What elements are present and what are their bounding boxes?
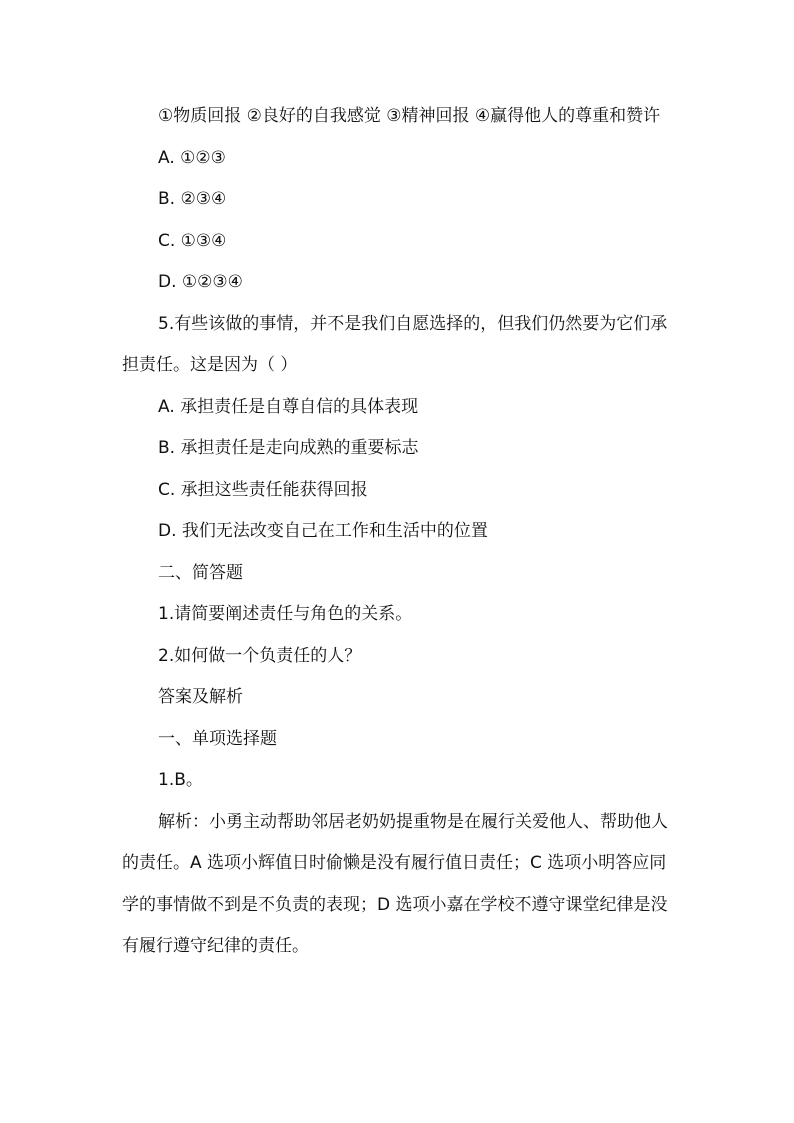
answers-section-heading: 一、单项选择题 (158, 728, 277, 749)
analysis-1: 解析：小勇主动帮助邻居老奶奶提重物是在履行关爱他人、帮助他人的责任。A 选项小辉值日时偷懒是没有履行值日责任；C 选项小明答应同学的事情做不到是不负责的表现；D 选项小嘉在学校不遵守课堂纪律是没有履行遵守纪律的责任。 (122, 811, 668, 956)
choice-c: C. ①③④ (158, 230, 227, 251)
q5-choice-b: B. 承担责任是走向成熟的重要标志 (158, 438, 419, 458)
choice-d: D. ①②③④ (158, 272, 243, 292)
question-5: 5.有些该做的事情，并不是我们自愿选择的，但我们仍然要为它们承担责任。这是因为（ ） (122, 313, 668, 375)
document-body (122, 96, 678, 968)
options-list-item: ①物质回报 ②良好的自我感觉 ③精神回报 ④赢得他人的尊重和赞许 (158, 106, 661, 126)
answer-1: 1.B。 (158, 770, 203, 790)
answers-heading: 答案及解析 (158, 687, 243, 707)
q5-choice-c: C. 承担这些责任能获得回报 (158, 479, 368, 500)
section-heading-short-answer: 二、简答题 (158, 562, 243, 583)
choice-a: A. ①②③ (158, 147, 226, 168)
short-answer-1: 1.请简要阐述责任与角色的关系。 (158, 604, 413, 624)
q5-choice-d: D. 我们无法改变自己在工作和生活中的位置 (158, 521, 488, 541)
short-answer-2: 2.如何做一个负责任的人？ (158, 645, 362, 666)
q5-choice-a: A. 承担责任是自尊自信的具体表现 (158, 396, 419, 417)
choice-b: B. ②③④ (158, 189, 227, 209)
